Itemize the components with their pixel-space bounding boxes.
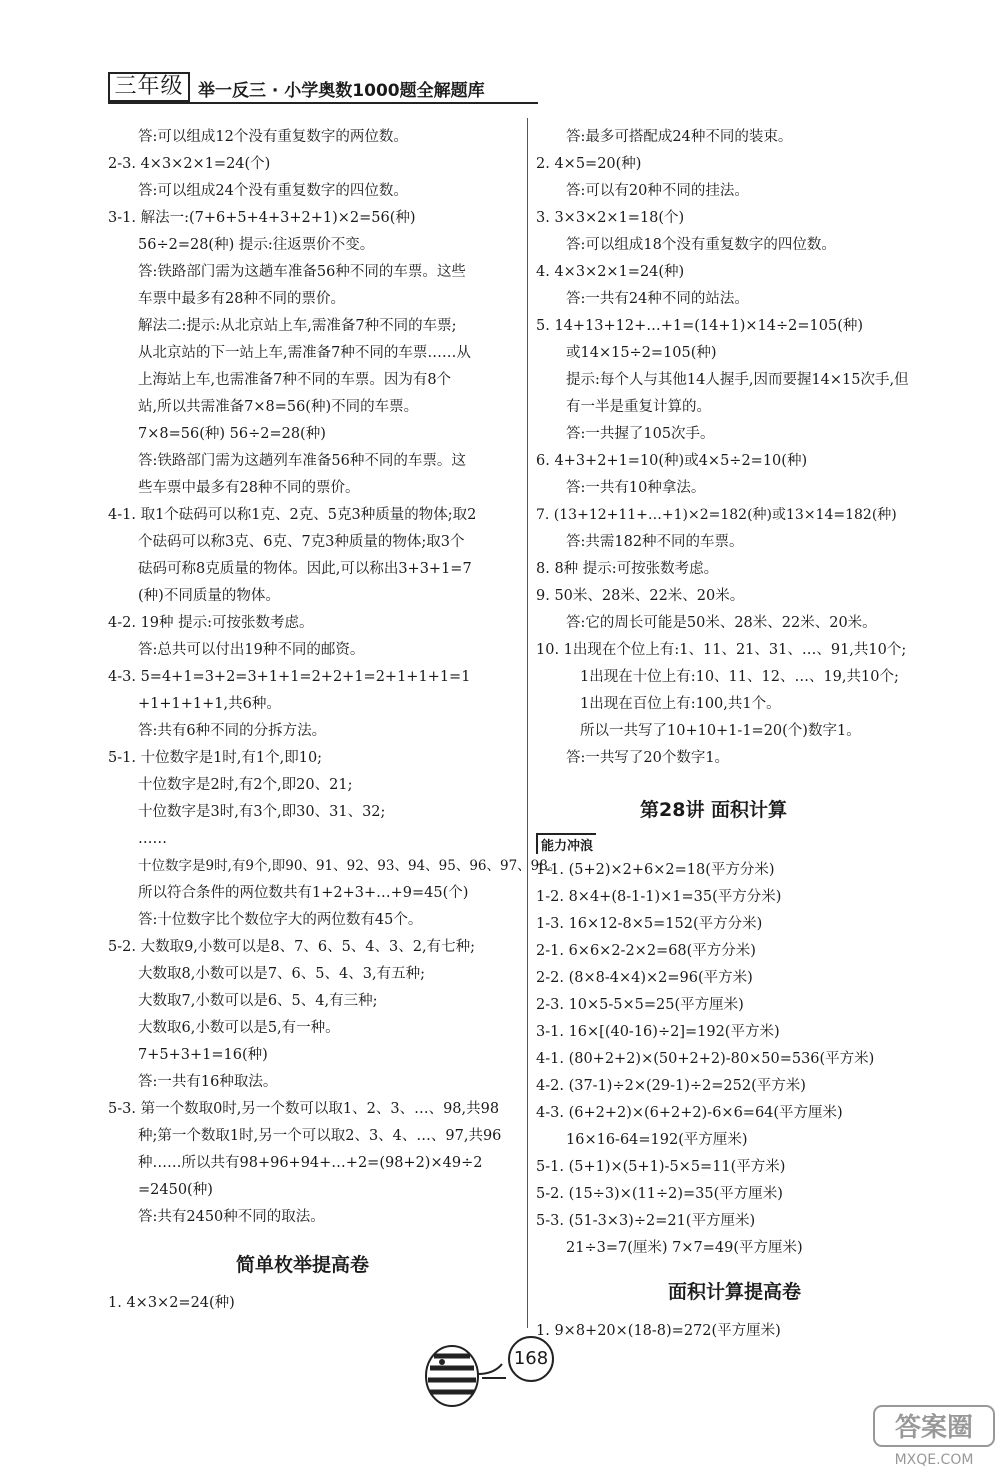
header-rule: [108, 102, 538, 104]
text-line: 5-2. (15÷3)×(11÷2)=35(平方厘米): [536, 1186, 783, 1202]
text-line: 5-3. 第一个数取0时,另一个数可以取1、2、3、…、98,共98: [108, 1101, 500, 1117]
text-line: 4-3. (6+2+2)×(6+2+2)-6×6=64(平方厘米): [536, 1105, 843, 1121]
text-line: 1出现在十位上有:10、11、12、…、19,共10个;: [580, 669, 899, 685]
text-line: 答:可以组成12个没有重复数字的两位数。: [138, 129, 408, 145]
text-line: 答:总共可以付出19种不同的邮资。: [138, 642, 365, 658]
text-line: 或14×15÷2=105(种): [566, 345, 717, 361]
text-line: 答:可以组成18个没有重复数字的四位数。: [566, 237, 836, 253]
text-line: 大数取6,小数可以是5,有一种。: [138, 1020, 340, 1036]
text-line: 所以符合条件的两位数共有1+2+3+…+9=45(个): [138, 885, 469, 901]
text-line: 4-3. 5=4+1=3+2=3+1+1=2+2+1=2+1+1+1=1: [108, 669, 471, 685]
text-line: 站,所以共需准备7×8=56(种)不同的车票。: [138, 399, 419, 415]
section-title: 面积计算提高卷: [668, 1281, 802, 1303]
text-line: 十位数字是3时,有3个,即30、31、32;: [138, 804, 386, 820]
text-line: 3. 3×3×2×1=18(个): [536, 210, 685, 226]
text-line: 答:一共有16种取法。: [138, 1074, 278, 1090]
page-number: 168: [508, 1336, 554, 1382]
text-line: 5-3. (51-3×3)÷2=21(平方厘米): [536, 1213, 756, 1229]
text-line: 十位数字是9时,有9个,即90、91、92、93、94、95、96、97、98。: [138, 858, 562, 874]
text-line: 答:可以组成24个没有重复数字的四位数。: [138, 183, 408, 199]
mascot-icon: [412, 1334, 508, 1410]
page-footer: [412, 1334, 562, 1410]
text-line: 5-2. 大数取9,小数可以是8、7、6、5、4、3、2,有七种;: [108, 939, 475, 955]
text-line: 2-1. 6×6×2-2×2=68(平方分米): [536, 943, 756, 959]
text-line: 砝码可称8克质量的物体。因此,可以称出3+3+1=7: [138, 561, 472, 577]
text-line: 7×8=56(种) 56÷2=28(种): [138, 426, 326, 442]
text-line: 答:一共有24种不同的站法。: [566, 291, 749, 307]
text-line: 6. 4+3+2+1=10(种)或4×5÷2=10(种): [536, 453, 808, 469]
ability-tag: 能力冲浪: [536, 833, 596, 854]
text-line: 1-1. (5+2)×2+6×2=18(平方分米): [536, 862, 775, 878]
text-line: 3-1. 16×[(40-16)÷2]=192(平方米): [536, 1024, 780, 1040]
text-line: 1出现在百位上有:100,共1个。: [580, 696, 781, 712]
text-line: 所以一共写了10+10+1-1=20(个)数字1。: [580, 723, 861, 739]
text-line: 56÷2=28(种) 提示:往返票价不变。: [138, 237, 375, 253]
text-line: 个砝码可以称3克、6克、7克3种质量的物体;取3个: [138, 534, 465, 550]
text-line: 4-2. 19种 提示:可按张数考虑。: [108, 615, 314, 631]
text-line: 4-2. (37-1)÷2×(29-1)÷2=252(平方米): [536, 1078, 806, 1094]
text-line: 4-1. 取1个砝码可以称1克、2克、5克3种质量的物体;取2: [108, 507, 477, 523]
text-line: 答:一共握了105次手。: [566, 426, 715, 442]
grade-label: 三年级: [108, 72, 190, 102]
text-line: 5. 14+13+12+…+1=(14+1)×14÷2=105(种): [536, 318, 864, 334]
text-line: 1. 9×8+20×(18-8)=272(平方厘米): [536, 1323, 781, 1339]
text-line: 答:铁路部门需为这趟列车准备56种不同的车票。这: [138, 453, 466, 469]
text-line: 9. 50米、28米、22米、20米。: [536, 588, 745, 604]
section-title: 简单枚举提高卷: [236, 1254, 370, 1276]
text-line: 21÷3=7(厘米) 7×7=49(平方厘米): [566, 1240, 803, 1256]
text-line: 1-2. 8×4+(8-1-1)×1=35(平方分米): [536, 889, 782, 905]
text-line: 答:共有6种不同的分拆方法。: [138, 723, 327, 739]
text-line: 答:共需182种不同的车票。: [566, 534, 744, 550]
text-line: 大数取8,小数可以是7、6、5、4、3,有五种;: [138, 966, 425, 982]
text-line: 1. 4×3×2=24(种): [108, 1295, 235, 1311]
text-line: 5-1. 十位数字是1时,有1个,即10;: [108, 750, 323, 766]
text-line: 大数取7,小数可以是6、5、4,有三种;: [138, 993, 378, 1009]
text-line: 答:它的周长可能是50米、28米、22米、20米。: [566, 615, 877, 631]
text-line: 3-1. 解法一:(7+6+5+4+3+2+1)×2=56(种): [108, 210, 416, 226]
text-line: 十位数字是2时,有2个,即20、21;: [138, 777, 353, 793]
watermark-icon: [872, 1404, 996, 1470]
text-line: 有一半是重复计算的。: [566, 399, 711, 415]
text-line: 些车票中最多有28种不同的票价。: [138, 480, 360, 496]
text-line: 答:铁路部门需为这趟车准备56种不同的车票。这些: [138, 264, 466, 280]
text-line: 4. 4×3×2×1=24(种): [536, 264, 685, 280]
series-title: 举一反三 · 小学奥数1000题全解题库: [198, 81, 485, 101]
watermark-logo: [872, 1404, 996, 1470]
text-line: 车票中最多有28种不同的票价。: [138, 291, 345, 307]
text-line: 提示:每个人与其他14人握手,因而要握14×15次手,但: [566, 372, 909, 388]
text-line: 种……所以共有98+96+94+…+2=(98+2)×49÷2: [138, 1155, 483, 1171]
text-line: 7. (13+12+11+…+1)×2=182(种)或13×14=182(种): [536, 507, 897, 523]
text-line: 1-3. 16×12-8×5=152(平方分米): [536, 916, 763, 932]
text-line: 上海站上车,也需准备7种不同的车票。因为有8个: [138, 372, 452, 388]
text-line: 2-2. (8×8-4×4)×2=96(平方米): [536, 970, 753, 986]
text-line: 7+5+3+1=16(种): [138, 1047, 268, 1063]
text-line: 种;第一个数取1时,另一个可以取2、3、4、…、97,共96: [138, 1128, 502, 1144]
text-line: 2-3. 10×5-5×5=25(平方厘米): [536, 997, 744, 1013]
text-line: 答:可以有20种不同的挂法。: [566, 183, 749, 199]
text-line: 答:十位数字比个数位字大的两位数有45个。: [138, 912, 423, 928]
text-line: 答:最多可搭配成24种不同的装束。: [566, 129, 793, 145]
text-line: 答:共有2450种不同的取法。: [138, 1209, 325, 1225]
text-line: 解法二:提示:从北京站上车,需准备7种不同的车票;: [138, 318, 457, 334]
text-line: 答:一共写了20个数字1。: [566, 750, 730, 766]
text-line: (种)不同质量的物体。: [138, 588, 280, 604]
text-line: 4-1. (80+2+2)×(50+2+2)-80×50=536(平方米): [536, 1051, 875, 1067]
text-line: ……: [138, 831, 167, 847]
text-line: 2. 4×5=20(种): [536, 156, 642, 172]
text-line: 8. 8种 提示:可按张数考虑。: [536, 561, 719, 577]
page-header: [108, 72, 538, 102]
text-line: =2450(种): [138, 1182, 213, 1198]
lecture-title: 第28讲 面积计算: [640, 799, 788, 821]
text-line: 5-1. (5+1)×(5+1)-5×5=11(平方米): [536, 1159, 786, 1175]
text-line: 从北京站的下一站上车,需准备7种不同的车票……从: [138, 345, 471, 361]
column-divider: [527, 118, 528, 1328]
text-line: 16×16-64=192(平方厘米): [566, 1132, 748, 1148]
text-line: +1+1+1+1,共6种。: [138, 696, 281, 712]
text-line: 10. 1出现在个位上有:1、11、21、31、…、91,共10个;: [536, 642, 907, 658]
text-line: 2-3. 4×3×2×1=24(个): [108, 156, 271, 172]
svg-text:答案圈: 答案圈: [894, 1413, 974, 1443]
text-line: 答:一共有10种拿法。: [566, 480, 706, 496]
svg-text:MXQE.COM: MXQE.COM: [894, 1452, 974, 1468]
